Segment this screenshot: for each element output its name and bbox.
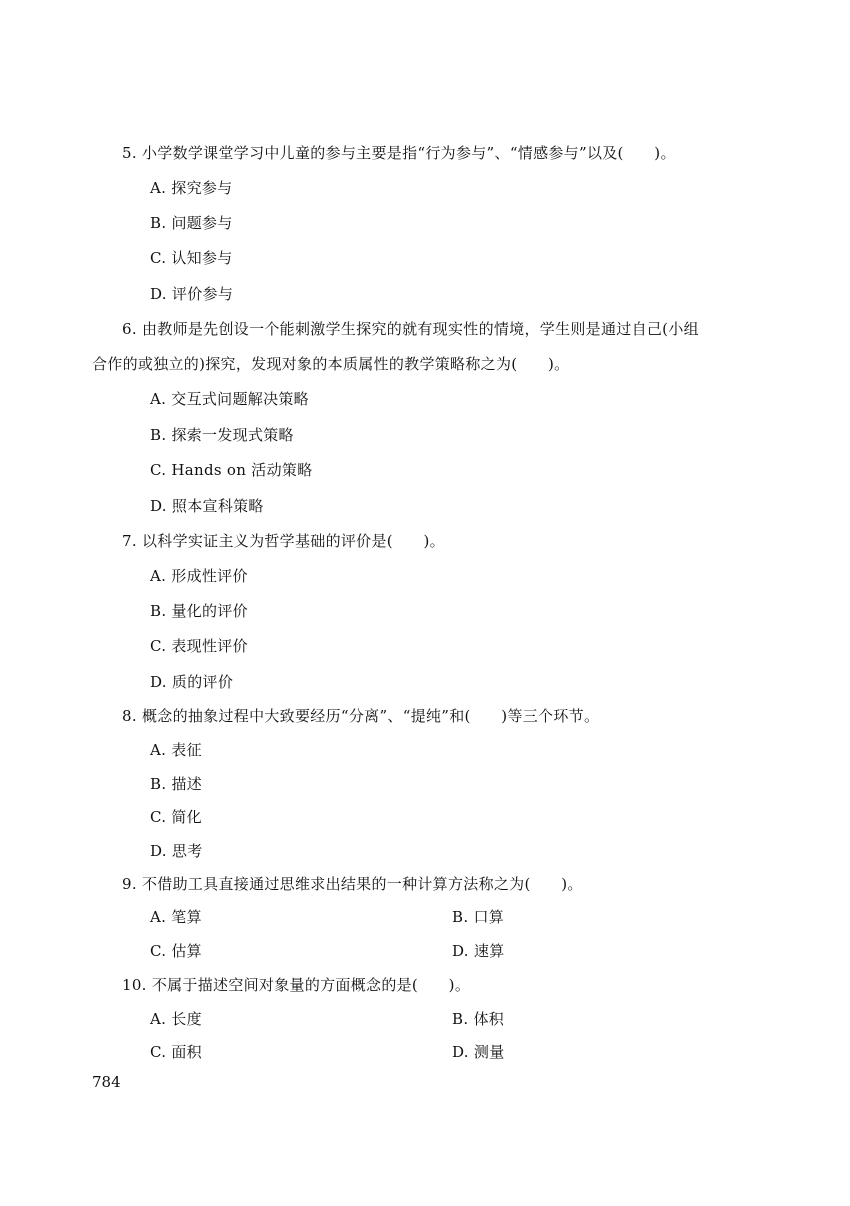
question-10-stem: 10. 不属于描述空间对象量的方面概念的是( )。 <box>122 976 471 994</box>
question-10-option-b: B. 体积 <box>452 1010 505 1028</box>
question-10-option-d: D. 测量 <box>452 1043 505 1061</box>
question-6-option-b: B. 探索一发现式策略 <box>150 426 294 444</box>
question-6-option-c: C. Hands on 活动策略 <box>150 461 313 479</box>
question-9-stem: 9. 不借助工具直接通过思维求出结果的一种计算方法称之为( )。 <box>122 875 583 893</box>
question-7-option-a: A. 形成性评价 <box>150 567 248 585</box>
question-5-option-c: C. 认知参与 <box>150 249 233 267</box>
question-8-option-a: A. 表征 <box>150 741 202 759</box>
question-6-stem-line1: 6. 由教师是先创设一个能刺激学生探究的就有现实性的情境，学生则是通过自己(小组 <box>122 320 699 338</box>
question-8-stem: 8. 概念的抽象过程中大致要经历“分离”、“提纯”和( )等三个环节。 <box>122 707 600 725</box>
question-9-option-b: B. 口算 <box>452 908 505 926</box>
question-10-option-c: C. 面积 <box>150 1043 202 1061</box>
question-8-option-d: D. 思考 <box>150 842 203 860</box>
question-10-option-a: A. 长度 <box>150 1010 202 1028</box>
question-9-option-c: C. 估算 <box>150 942 202 960</box>
question-6-stem-line2: 合作的或独立的)探究，发现对象的本质属性的教学策略称之为( )。 <box>92 355 570 373</box>
question-5-stem: 5. 小学数学课堂学习中儿童的参与主要是指“行为参与”、“情感参与”以及( )。 <box>122 144 676 162</box>
question-5-option-d: D. 评价参与 <box>150 285 234 303</box>
question-5-option-b: B. 问题参与 <box>150 214 233 232</box>
question-9-option-a: A. 笔算 <box>150 908 202 926</box>
question-8-option-c: C. 简化 <box>150 808 202 826</box>
question-6-option-d: D. 照本宣科策略 <box>150 497 264 515</box>
question-7-option-b: B. 量化的评价 <box>150 602 248 620</box>
question-5-option-a: A. 探究参与 <box>150 179 233 197</box>
question-6-option-a: A. 交互式问题解决策略 <box>150 390 309 408</box>
page-number: 784 <box>92 1073 121 1091</box>
question-9-option-d: D. 速算 <box>452 942 505 960</box>
question-8-option-b: B. 描述 <box>150 775 203 793</box>
question-7-option-d: D. 质的评价 <box>150 673 234 691</box>
question-7-option-c: C. 表现性评价 <box>150 637 248 655</box>
question-7-stem: 7. 以科学实证主义为哲学基础的评价是( )。 <box>122 532 445 550</box>
